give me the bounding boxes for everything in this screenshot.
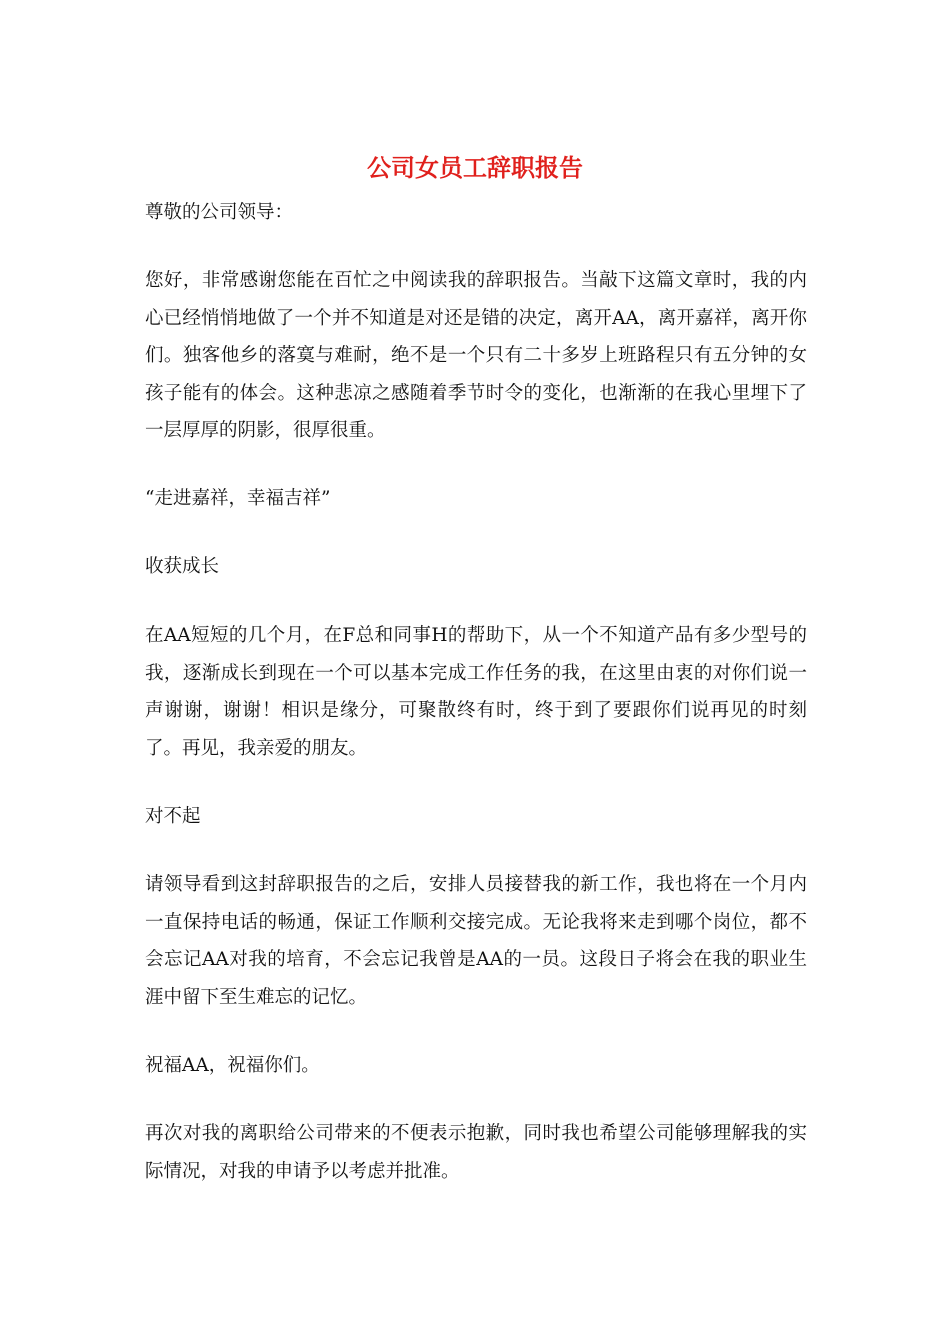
paragraph-blessing: 祝福AA，祝福你们。 — [145, 1055, 320, 1076]
section-heading-apology: 对不起 — [145, 806, 201, 827]
paragraph-greeting: 您好，非常感谢您能在百忙之中阅读我的辞职报告。当敲下这篇文章时，我的内心已经悄悄地做了一个并不知道是对还是错的决定，离开AA，离开嘉祥，离开你们。独客他乡的落寞与难耐，绝不是一个只有二十多岁上班路程只有五分钟的女孩子能有的体会。这种悲凉之感随着季节时令的变化，也渐渐的在我心里埋下了一层厚厚的阴影，很厚很重。 — [145, 270, 807, 441]
document-title: 公司女员工辞职报告 — [367, 153, 583, 182]
paragraph-handover: 请领导看到这封辞职报告的之后，安排人员接替我的新工作，我也将在一个月内一直保持电话的畅通，保证工作顺利交接完成。无论我将来走到哪个岗位，都不会忘记AA对我的培育，不会忘记我曾是AA的一员。这段日子将会在我的职业生涯中留下至生难忘的记忆。 — [145, 874, 807, 1008]
paragraph-slogan: “走进嘉祥，幸福吉祥” — [145, 488, 331, 509]
paragraph-growth: 在AA短短的几个月，在F总和同事H的帮助下，从一个不知道产品有多少型号的我，逐渐成长到现在一个可以基本完成工作任务的我，在这里由衷的对你们说一声谢谢，谢谢！相识是缘分，可聚散终有时，终于到了要跟你们说再见的时刻了。再见，我亲爱的朋友。 — [145, 625, 807, 759]
salutation: 尊敬的公司领导： — [145, 202, 294, 223]
paragraph-closing: 再次对我的离职给公司带来的不便表示抱歉，同时我也希望公司能够理解我的实际情况，对我的申请予以考虑并批准。 — [145, 1123, 807, 1182]
section-heading-growth: 收获成长 — [145, 556, 220, 577]
